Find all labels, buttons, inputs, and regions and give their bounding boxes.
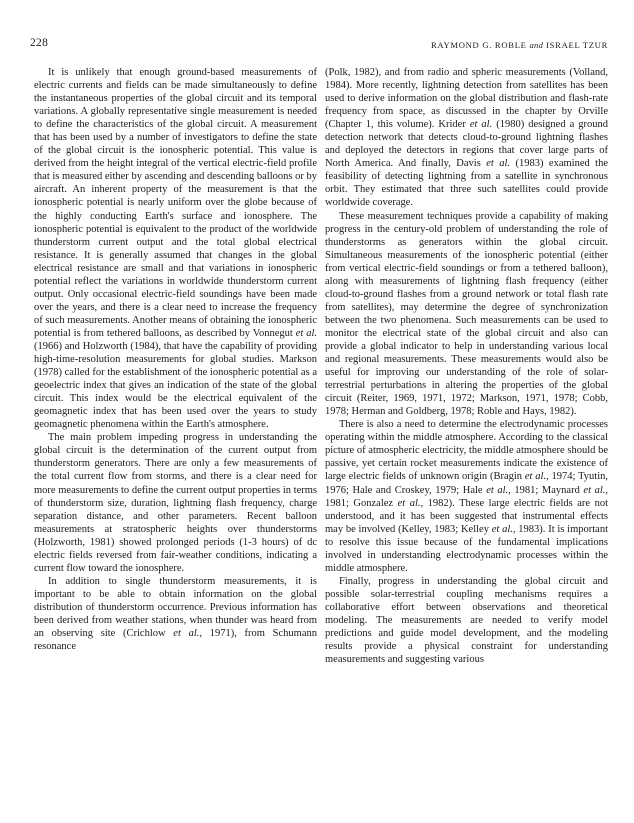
running-head-second-author: ISRAEL TZUR [546, 40, 608, 50]
paragraph: In addition to single thunderstorm measurements, it is important to be able to obtain information on the global distribution of thunderstorm occurrence. Previous information has been derived from weather stations, when thunder was heard from an observing site (Crichlow et al., 1971), from Schumann resonance [34, 575, 317, 653]
running-head [431, 40, 608, 50]
paragraph: There is also a need to determine the electrodynamic processes operating within the middle atmosphere. According to the classical picture of atmospheric electricity, the middle atmosphere should be passive, yet certain rocket measurements indicate the existence of large electric fields of unknown origin (Bragin et al., 1974; Tyutin, 1976; Hale and Croskey, 1979; Hale et al., 1981; Maynard et al., 1981; Gonzalez et al., 1982). These large electric fields are not understood, and it has been suggested that instrumental effects may be involved (Kelley, 1983; Kelley et al., 1983). It is important to resolve this issue because of the fundamental implications involved in understanding electrodynamic processes within the middle atmosphere. [325, 419, 609, 574]
right-column [325, 66, 608, 666]
paragraph: Finally, progress in understanding the global circuit and possible solar-terrestrial coupling mechanisms requires a collaborative effort between observations and theoretical modeling. The measurements are needed to verify model predictions and guide model development, and the modeling results provide a physical constraint for understanding measurements and suggesting various [325, 575, 608, 666]
left-column [34, 66, 317, 653]
page-number: 228 [30, 37, 49, 49]
paragraph: It is unlikely that enough ground-based measurements of electric currents and fields can be made simultaneously to define the instantaneous properties of the global circuit and its temporal variations. A globally representative single measurement is needed to define the characteristics of the global circuit. A measurement that has been used by a number of investigators to define the state of the global circuit is the ionospheric potential. This value is derived from the height integral of the vertical electric-field profile that is measured either by ascending and descending balloons or by aircraft. An inherent property of the measurement is that the ionospheric potential is nearly uniform over the globe because of the highly conducting Earth's surface and ionosphere. The ionospheric potential is equivalent to the product of the worldwide thunderstorm current output and the total global electrical resistance. It is generally assumed that changes in the global electrical resistance are small and that variations in ionospheric potential reflect the variations in worldwide thunderstorm current output. Only occasional electric-field soundings have been made over the years, and there is a clear need to increase the frequency of such measurements. Another means of obtaining the ionospheric potential is from tethered balloons, as described by Vonnegut et al. (1966) and Holzworth (1984), that have the capability of providing high-time-resolution measurements for global studies. Markson (1978) called for the establishment of the ionospheric potential as a geoelectric index that gives an indication of the state of the global circuit. This index would be the electrical equivalent of the geomagnetic index that has been used over the years to study geomagnetic phenomena within the Earth's atmosphere. [34, 67, 317, 431]
paragraph: These measurement techniques provide a capability of making progress in the century-old problem of understanding the role of thunderstorms as generators within the global circuit. Simultaneous measurements of the ionospheric potential (either from vertical electric-field soundings or from a tethered balloon), along with measurements of lightning flash frequency (either cloud-to-ground flashes from a ground network or total flash rate from satellites), may determine the degree of synchronization between the two phenomena. Such measurements can be used to monitor the electrical state of the global circuit and also can provide a global indicator to help in understanding various local and regional measurements. These measurements would also be useful for improving our understanding of the role of solar-terrestrial perturbations in altering the properties of the global circuit (Reiter, 1969, 1971, 1972; Markson, 1971, 1978; Cobb, 1978; Herman and Goldberg, 1978; Roble and Hays, 1982). [325, 210, 608, 418]
running-head-and: and [529, 40, 544, 50]
paragraph: The main problem impeding progress in understanding the global circuit is the determination of the current output from thunderstorm generators. There are only a few measurements of the total current flow from storms, and there is a clear need for more measurements to define the current output properties in terms of thunderstorm size, duration, lightning flash frequency, charge separation distance, and other parameters. Recent balloon measurements at stratospheric heights over thunderstorms (Holzworth, 1981) showed prolonged periods (1-3 hours) of dc electric fields reversed from fair-weather conditions, indicating a current flow toward the ionosphere. [34, 432, 317, 574]
paragraph-continued: (Polk, 1982), and from radio and spheric measurements (Volland, 1984). More recently, lightning detection from satellites has been used to derive information on the global distribution and flash-rate frequency from space, as discussed in the chapter by Orville (Chapter 1, this volume). Krider et al. (1980) designed a ground detection network that detects cloud-to-ground lightning flashes and deployed the detectors in regions that cover large parts of North America. And finally, Davis et al. (1983) examined the feasibility of detecting lightning from a satellite in synchronous orbit. They estimated that three such satellites could provide worldwide coverage. [325, 67, 608, 209]
running-head-first-author: RAYMOND G. ROBLE [430, 40, 527, 50]
